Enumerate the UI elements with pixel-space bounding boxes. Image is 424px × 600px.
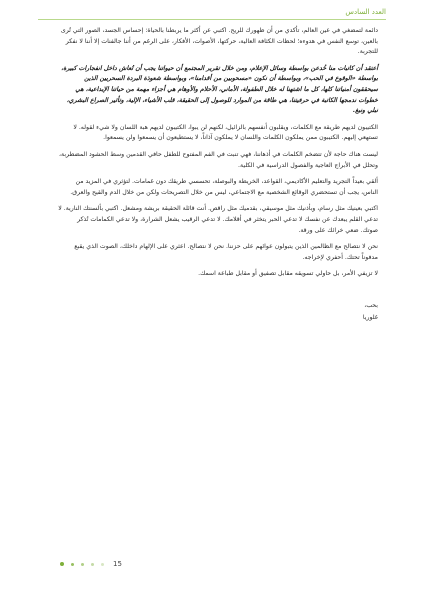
signature-closing: بحب،	[364, 301, 378, 309]
paragraph-2-emphasis: أعتقد أن كاتبات منا خُدعن بواسطة وسائل الإعلام، ومن خلال تقرير المجتمع أن حيواتنا يجب أن تُعاش داخل انفجارات كبيرة، بواسطة «الوقوع في الحب»، وبواسطة أن نكون «مسحوبين من أقدامنا»، وبواسطة شعوذة البردة السحريين الذين سيحققون أمنياتنا كلها، كل ما اشتهنا له خلال الطفولة، الأماني، الأحلام والأوهام هي أجزاء مهمة من حياتنا الإبداعية، هي خطوات ندمجها الكاتبة في حرفيتنا، هي طاقة من الموارد للوصول إلى الحقيقة، قلب الأشياء، الإلية، وتأثير الصراع البشري، نبلي ونبغ.	[61, 64, 378, 115]
header-divider	[38, 19, 386, 20]
paragraph-3: الكتيبون لديهم طريقة مع الكلمات، ويقلبون أنفسهم بالزائيل، لكنهم لن يبوا، الكتيبون لديهم هبة اللسان ولا شيء لقوله. لا تستهعي إليهم. الكتيبون ممن يملكون الكلمات واللسان لا يملكون آذاناً، لا يستطيعون أن يسمعوا ولن يسمعوا.	[73, 123, 378, 142]
footer-dot-icon	[91, 563, 94, 566]
article-body	[58, 26, 378, 324]
page-number: 15	[113, 560, 122, 568]
paragraph-8: لا تزيفي الأمر، بل حاولي تسويقه مقابل تصفيق أو مقابل طباعة اسمك.	[198, 270, 378, 278]
paragraph-4: ليست هناك حاجة لأن تتضخم الكلمات في أذهاننا، فهي تنبت في الفم المفتوح للطفل حافي القدمين وسط الحشود المضطربة، وتحلل في الأبراج العاجية والفصول الدراسية في الكلية.	[59, 150, 378, 169]
page-footer	[60, 560, 122, 568]
footer-dot-icon	[81, 563, 84, 566]
paragraph-7: نحن لا نتصالح مع الظالمين الذين يتبولون عوائهم على حزننا. نحن لا نتصالح. اعثري على الإلهام داخلك، الصوت الذي يقبع مدفوناً تحتك. أحفري لإخراجه.	[74, 243, 378, 261]
paragraph-6: اكتبي بعينيك مثل رسام، وبأذنيك مثل موسيقي، بقدميك مثل راقص. أنت قائلة الحقيقة بريشة ومشعل. اكتبي بألسنتك النارية. لا تدعي القلم يبعدك عن نفسك لا تدعي الحبر يتخثر في أقلامك. لا تدعي الرقيب يشعل الشرارة، ولا تدعي الكمامات تُذكر صوتك. ضعي خرائك على ورقة.	[58, 205, 378, 234]
footer-dot-icon	[60, 562, 64, 566]
paragraph-1: دائمة لتمضغي في عين العالم، تأكدي من أن ظهورك للريح. اكتبي عن أكثر ما يربطنا بالحياة: إحساس الجسد، الصور التي تُرى بالعين، توسع النفس في هدوءه؛ لحظات الكثافة العالية، حركتها، الأصوات، الأفكار، على الرغم من أننا جالفنات إلا أننا لا نفكر للتجربة.	[60, 27, 378, 56]
footer-dot-icon	[101, 563, 104, 566]
paragraph-5: ألقي بعيداً التجريد والتعليم الأكاديمي، القواعد، الخريطة والبوصلة، تحسسي طريقك دون غمامات. لتؤثري في المزيد من الناس، يجب أن تستحضري الوقائع الشخصية مع الاجتماعي، ليس من خلال التصريحات ولكن من خلال الدم والقيح والعرق.	[70, 178, 378, 196]
signature-name: غلوريا	[362, 313, 378, 321]
footer-dot-icon	[71, 563, 74, 566]
signature-block	[58, 300, 378, 324]
section-header-label: العدد السادس	[345, 8, 386, 16]
